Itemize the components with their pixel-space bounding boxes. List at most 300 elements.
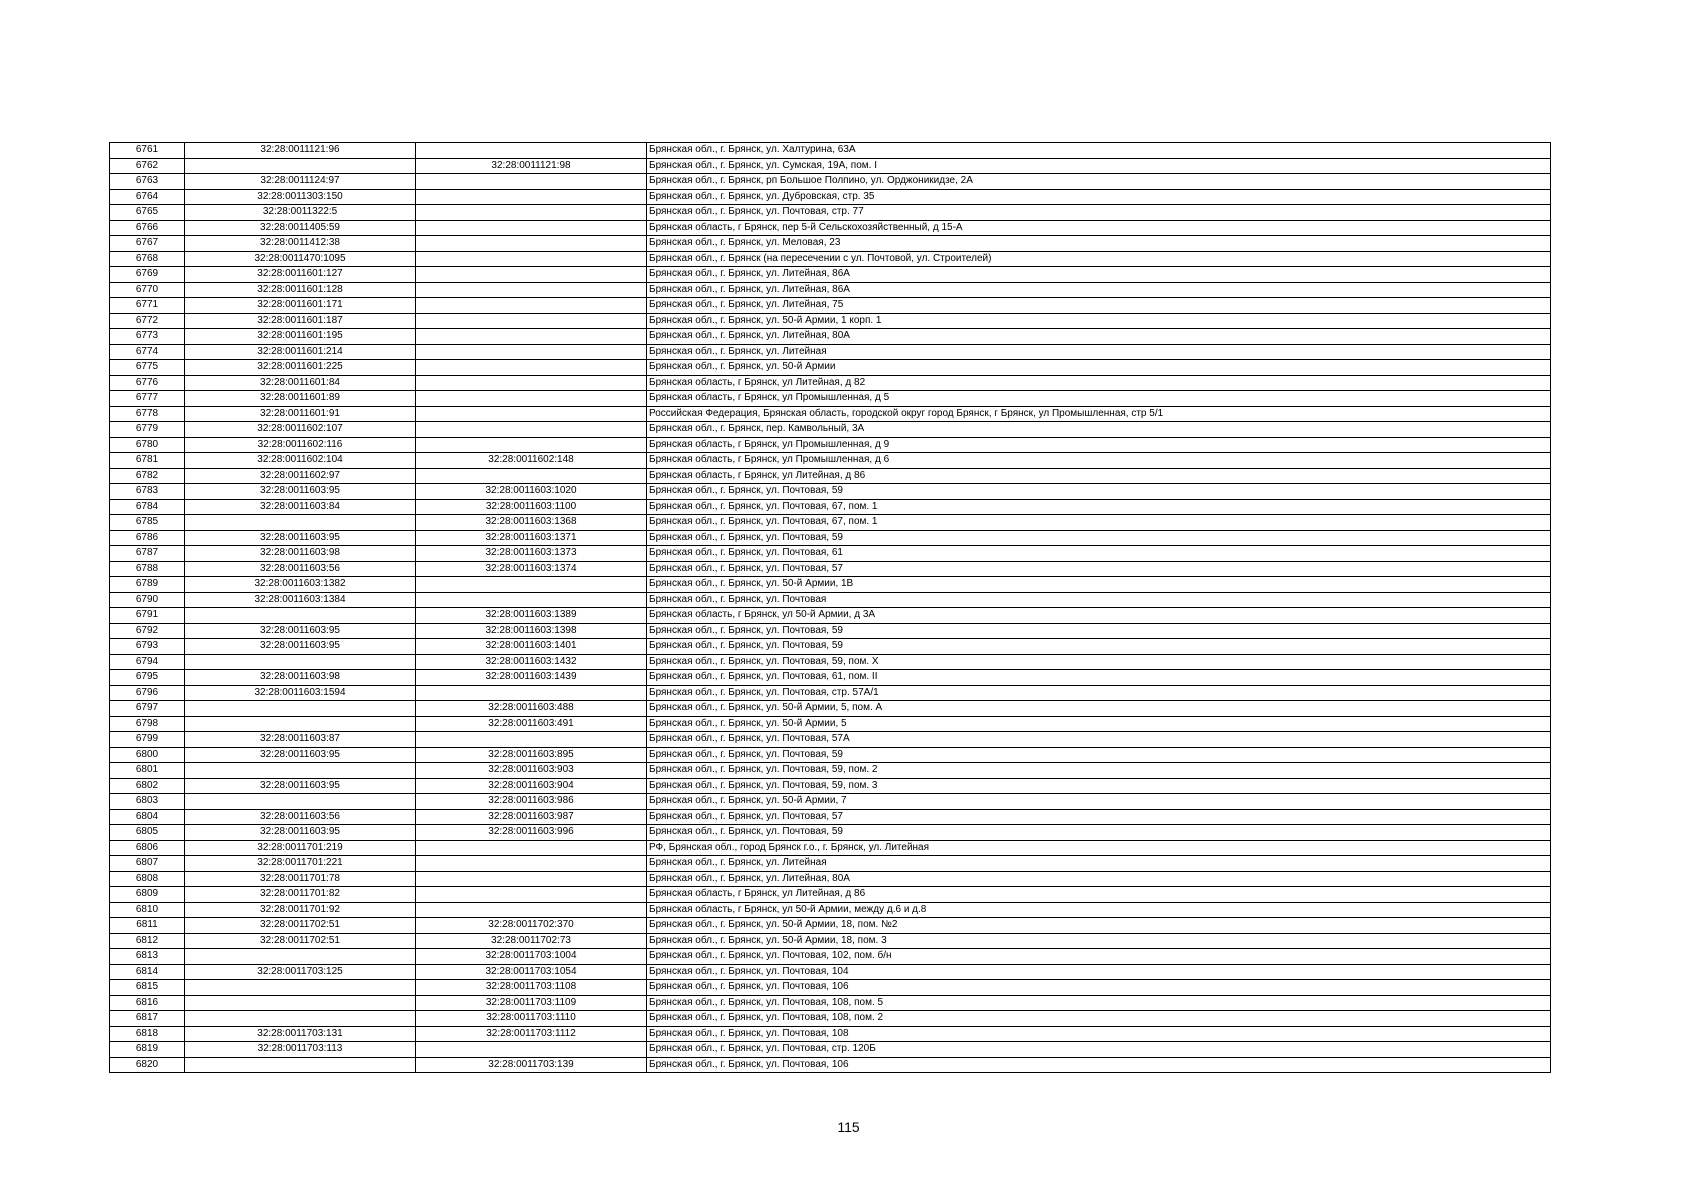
row-number-cell: 6774 <box>110 344 185 360</box>
cadastral-number-cell: 32:28:0011603:95 <box>185 778 416 794</box>
address-cell: Брянская обл., г. Брянск (на пересечении с ул. Почтовой, ул. Строителей) <box>647 251 1551 267</box>
address-cell: Брянская обл., г. Брянск, ул. 50-й Армии <box>647 360 1551 376</box>
table-row <box>110 1042 1551 1058</box>
table-row <box>110 158 1551 174</box>
table-row <box>110 670 1551 686</box>
address-cell: Брянская обл., г. Брянск, ул. Почтовая, 108, пом. 5 <box>647 995 1551 1011</box>
address-cell: Брянская обл., г. Брянск, ул. Халтурина, 63А <box>647 143 1551 159</box>
table-row <box>110 220 1551 236</box>
table-row <box>110 964 1551 980</box>
cadastral-number-cell: 32:28:0011602:107 <box>185 422 416 438</box>
address-cell: Брянская обл., г. Брянск, ул. 50-й Армии, 18, пом. 3 <box>647 933 1551 949</box>
address-cell: Брянская область, г Брянск, ул Литейная, д 82 <box>647 375 1551 391</box>
cadastral-number-2-cell: 32:28:0011702:370 <box>416 918 647 934</box>
cadastral-number-cell: 32:28:0011603:98 <box>185 546 416 562</box>
cadastral-number-cell: 32:28:0011603:87 <box>185 732 416 748</box>
row-number-cell: 6786 <box>110 530 185 546</box>
row-number-cell: 6790 <box>110 592 185 608</box>
table-row <box>110 871 1551 887</box>
cadastral-number-cell: 32:28:0011603:56 <box>185 561 416 577</box>
address-cell: Брянская область, г Брянск, пер 5-й Сельскохозяйственный, д 15-А <box>647 220 1551 236</box>
row-number-cell: 6775 <box>110 360 185 376</box>
table-row <box>110 685 1551 701</box>
cadastral-number-2-cell: 32:28:0011603:1100 <box>416 499 647 515</box>
table-row <box>110 995 1551 1011</box>
address-cell: Брянская обл., г. Брянск, ул. Почтовая, 57 <box>647 561 1551 577</box>
cadastral-number-2-cell: 32:28:0011703:1110 <box>416 1011 647 1027</box>
address-cell: Брянская обл., г. Брянск, ул. Почтовая, 57 <box>647 809 1551 825</box>
table-row <box>110 577 1551 593</box>
address-cell: Брянская обл., г. Брянск, ул. 50-й Армии, 1В <box>647 577 1551 593</box>
cadastral-number-cell: 32:28:0011703:113 <box>185 1042 416 1058</box>
address-cell: Брянская обл., г. Брянск, ул. Почтовая, 67, пом. 1 <box>647 515 1551 531</box>
table-row <box>110 391 1551 407</box>
cadastral-number-cell: 32:28:0011602:104 <box>185 453 416 469</box>
address-cell: Брянская область, г Брянск, ул Промышленная, д 6 <box>647 453 1551 469</box>
table-row <box>110 933 1551 949</box>
cadastral-number-cell: 32:28:0011602:116 <box>185 437 416 453</box>
cadastral-number-2-cell <box>416 189 647 205</box>
table-row <box>110 375 1551 391</box>
cadastral-number-cell: 32:28:0011603:56 <box>185 809 416 825</box>
row-number-cell: 6805 <box>110 825 185 841</box>
cadastral-number-cell: 32:28:0011470:1095 <box>185 251 416 267</box>
address-cell: Брянская обл., г. Брянск, ул. Почтовая, 59 <box>647 484 1551 500</box>
address-cell: Брянская обл., г. Брянск, ул. 50-й Армии, 7 <box>647 794 1551 810</box>
row-number-cell: 6797 <box>110 701 185 717</box>
row-number-cell: 6783 <box>110 484 185 500</box>
cadastral-number-cell: 32:28:0011601:225 <box>185 360 416 376</box>
address-cell: Брянская обл., г. Брянск, ул. Почтовая, 59 <box>647 623 1551 639</box>
address-cell: Брянская обл., г. Брянск, ул. Литейная <box>647 344 1551 360</box>
cadastral-number-cell <box>185 608 416 624</box>
row-number-cell: 6793 <box>110 639 185 655</box>
cadastral-number-cell: 32:28:0011121:96 <box>185 143 416 159</box>
address-cell: Брянская обл., г. Брянск, ул. Почтовая, 108 <box>647 1026 1551 1042</box>
cadastral-number-2-cell <box>416 267 647 283</box>
table-row <box>110 530 1551 546</box>
address-cell: Брянская обл., г. Брянск, ул. 50-й Армии, 1 корп. 1 <box>647 313 1551 329</box>
cadastral-number-2-cell <box>416 856 647 872</box>
cadastral-number-cell <box>185 701 416 717</box>
cadastral-number-cell: 32:28:0011702:51 <box>185 933 416 949</box>
table-row <box>110 236 1551 252</box>
address-cell: Брянская обл., г. Брянск, рп Большое Полпино, ул. Орджоникидзе, 2А <box>647 174 1551 190</box>
cadastral-number-2-cell: 32:28:0011703:1054 <box>416 964 647 980</box>
cadastral-number-2-cell <box>416 143 647 159</box>
row-number-cell: 6776 <box>110 375 185 391</box>
row-number-cell: 6800 <box>110 747 185 763</box>
cadastral-number-cell: 32:28:0011602:97 <box>185 468 416 484</box>
table-row <box>110 484 1551 500</box>
table-row <box>110 251 1551 267</box>
address-cell: Брянская область, г Брянск, ул Литейная, д 86 <box>647 468 1551 484</box>
row-number-cell: 6802 <box>110 778 185 794</box>
cadastral-number-2-cell: 32:28:0011603:1432 <box>416 654 647 670</box>
address-cell: Брянская обл., г. Брянск, ул. Почтовая, 102, пом. б/н <box>647 949 1551 965</box>
page-number: 115 <box>837 1119 860 1135</box>
cadastral-number-2-cell: 32:28:0011703:1108 <box>416 980 647 996</box>
address-cell: Брянская обл., г. Брянск, ул. 50-й Армии, 5 <box>647 716 1551 732</box>
cadastral-number-cell: 32:28:0011601:91 <box>185 406 416 422</box>
cadastral-number-2-cell <box>416 313 647 329</box>
cadastral-number-2-cell: 32:28:0011603:1389 <box>416 608 647 624</box>
table-row <box>110 437 1551 453</box>
table-row <box>110 763 1551 779</box>
table-row <box>110 809 1551 825</box>
cadastral-number-2-cell: 32:28:0011703:1109 <box>416 995 647 1011</box>
cadastral-number-cell: 32:28:0011603:98 <box>185 670 416 686</box>
address-cell: Брянская обл., г. Брянск, ул. Литейная, 86А <box>647 282 1551 298</box>
table-row <box>110 778 1551 794</box>
address-cell: Брянская обл., г. Брянск, ул. Почтовая, 59, пом. 2 <box>647 763 1551 779</box>
row-number-cell: 6816 <box>110 995 185 1011</box>
row-number-cell: 6806 <box>110 840 185 856</box>
row-number-cell: 6813 <box>110 949 185 965</box>
cadastral-number-2-cell <box>416 1042 647 1058</box>
cadastral-number-2-cell: 32:28:0011603:987 <box>416 809 647 825</box>
table-row <box>110 856 1551 872</box>
cadastral-number-2-cell: 32:28:0011703:1112 <box>416 1026 647 1042</box>
row-number-cell: 6809 <box>110 887 185 903</box>
row-number-cell: 6807 <box>110 856 185 872</box>
address-cell: Брянская обл., г. Брянск, ул. 50-й Армии, 5, пом. А <box>647 701 1551 717</box>
row-number-cell: 6784 <box>110 499 185 515</box>
address-cell: Брянская обл., г. Брянск, ул. Литейная, 86А <box>647 267 1551 283</box>
row-number-cell: 6782 <box>110 468 185 484</box>
cadastral-number-cell <box>185 1011 416 1027</box>
cadastral-number-2-cell <box>416 592 647 608</box>
address-cell: Брянская обл., г. Брянск, ул. Литейная, 80А <box>647 329 1551 345</box>
cadastral-number-2-cell: 32:28:0011121:98 <box>416 158 647 174</box>
address-cell: РФ, Брянская обл., город Брянск г.о., г. Брянск, ул. Литейная <box>647 840 1551 856</box>
address-cell: Брянская обл., г. Брянск, ул. Почтовая, стр. 77 <box>647 205 1551 221</box>
cadastral-number-2-cell: 32:28:0011603:1439 <box>416 670 647 686</box>
address-cell: Брянская обл., г. Брянск, ул. Почтовая, 67, пом. 1 <box>647 499 1551 515</box>
cadastral-number-2-cell: 32:28:0011602:148 <box>416 453 647 469</box>
row-number-cell: 6765 <box>110 205 185 221</box>
cadastral-number-2-cell: 32:28:0011603:903 <box>416 763 647 779</box>
row-number-cell: 6801 <box>110 763 185 779</box>
address-cell: Брянская обл., г. Брянск, ул. Почтовая <box>647 592 1551 608</box>
cadastral-number-cell: 32:28:0011603:95 <box>185 747 416 763</box>
cadastral-number-2-cell <box>416 360 647 376</box>
row-number-cell: 6819 <box>110 1042 185 1058</box>
cadastral-number-cell: 32:28:0011603:1384 <box>185 592 416 608</box>
table-row <box>110 1026 1551 1042</box>
table-row <box>110 143 1551 159</box>
cadastral-number-cell <box>185 158 416 174</box>
cadastral-number-2-cell <box>416 391 647 407</box>
cadastral-number-2-cell <box>416 468 647 484</box>
table-row <box>110 298 1551 314</box>
cadastral-number-2-cell: 32:28:0011603:996 <box>416 825 647 841</box>
table-row <box>110 282 1551 298</box>
cadastral-number-cell <box>185 995 416 1011</box>
row-number-cell: 6811 <box>110 918 185 934</box>
table-row <box>110 825 1551 841</box>
cadastral-number-cell: 32:28:0011405:59 <box>185 220 416 236</box>
row-number-cell: 6795 <box>110 670 185 686</box>
row-number-cell: 6767 <box>110 236 185 252</box>
cadastral-number-cell: 32:28:0011601:127 <box>185 267 416 283</box>
table-row <box>110 980 1551 996</box>
row-number-cell: 6761 <box>110 143 185 159</box>
row-number-cell: 6763 <box>110 174 185 190</box>
row-number-cell: 6817 <box>110 1011 185 1027</box>
address-cell: Брянская обл., г. Брянск, ул. Почтовая, 104 <box>647 964 1551 980</box>
cadastral-number-cell: 32:28:0011701:92 <box>185 902 416 918</box>
cadastral-number-2-cell <box>416 437 647 453</box>
table-row <box>110 422 1551 438</box>
cadastral-number-2-cell <box>416 298 647 314</box>
row-number-cell: 6796 <box>110 685 185 701</box>
registry-table-body <box>110 143 1551 1073</box>
table-row <box>110 701 1551 717</box>
cadastral-number-2-cell <box>416 422 647 438</box>
cadastral-number-2-cell <box>416 732 647 748</box>
cadastral-number-cell <box>185 1057 416 1073</box>
row-number-cell: 6773 <box>110 329 185 345</box>
cadastral-number-cell: 32:28:0011601:214 <box>185 344 416 360</box>
row-number-cell: 6770 <box>110 282 185 298</box>
address-cell: Брянская обл., г. Брянск, ул. Почтовая, стр. 120Б <box>647 1042 1551 1058</box>
table-row <box>110 747 1551 763</box>
address-cell: Брянская обл., г. Брянск, ул. Почтовая, 61, пом. II <box>647 670 1551 686</box>
table-row <box>110 313 1551 329</box>
cadastral-number-2-cell <box>416 236 647 252</box>
cadastral-number-2-cell: 32:28:0011703:1004 <box>416 949 647 965</box>
cadastral-number-cell: 32:28:0011603:1594 <box>185 685 416 701</box>
cadastral-number-2-cell <box>416 902 647 918</box>
cadastral-number-2-cell <box>416 282 647 298</box>
cadastral-number-2-cell: 32:28:0011603:1374 <box>416 561 647 577</box>
address-cell: Брянская обл., г. Брянск, ул. Дубровская, стр. 35 <box>647 189 1551 205</box>
cadastral-number-2-cell: 32:28:0011603:1368 <box>416 515 647 531</box>
cadastral-number-cell: 32:28:0011701:78 <box>185 871 416 887</box>
cadastral-number-2-cell <box>416 251 647 267</box>
cadastral-number-cell <box>185 794 416 810</box>
cadastral-number-cell: 32:28:0011601:171 <box>185 298 416 314</box>
cadastral-number-2-cell <box>416 840 647 856</box>
table-row <box>110 794 1551 810</box>
address-cell: Брянская обл., г. Брянск, ул. Почтовая, 57А <box>647 732 1551 748</box>
address-cell: Брянская область, г Брянск, ул 50-й Армии, д 3А <box>647 608 1551 624</box>
row-number-cell: 6815 <box>110 980 185 996</box>
address-cell: Брянская обл., г. Брянск, ул. Почтовая, 106 <box>647 980 1551 996</box>
cadastral-number-cell: 32:28:0011601:89 <box>185 391 416 407</box>
cadastral-number-cell: 32:28:0011703:131 <box>185 1026 416 1042</box>
cadastral-number-cell: 32:28:0011701:221 <box>185 856 416 872</box>
row-number-cell: 6812 <box>110 933 185 949</box>
table-row <box>110 902 1551 918</box>
cadastral-number-2-cell: 32:28:0011603:904 <box>416 778 647 794</box>
address-cell: Брянская обл., г. Брянск, ул. Почтовая, 108, пом. 2 <box>647 1011 1551 1027</box>
cadastral-number-2-cell <box>416 871 647 887</box>
cadastral-number-2-cell <box>416 406 647 422</box>
table-row <box>110 592 1551 608</box>
address-cell: Брянская обл., г. Брянск, ул. Сумская, 19А, пом. I <box>647 158 1551 174</box>
table-row <box>110 189 1551 205</box>
address-cell: Брянская область, г Брянск, ул Промышленная, д 5 <box>647 391 1551 407</box>
row-number-cell: 6781 <box>110 453 185 469</box>
address-cell: Брянская область, г Брянск, ул 50-й Армии, между д.6 и д.8 <box>647 902 1551 918</box>
table-row <box>110 546 1551 562</box>
table-row <box>110 453 1551 469</box>
table-row <box>110 608 1551 624</box>
row-number-cell: 6820 <box>110 1057 185 1073</box>
address-cell: Брянская обл., г. Брянск, ул. Почтовая, 59 <box>647 747 1551 763</box>
table-row <box>110 174 1551 190</box>
cadastral-number-2-cell: 32:28:0011702:73 <box>416 933 647 949</box>
table-row <box>110 949 1551 965</box>
address-cell: Брянская обл., г. Брянск, ул. Почтовая, 106 <box>647 1057 1551 1073</box>
table-row <box>110 205 1551 221</box>
cadastral-number-2-cell: 32:28:0011603:895 <box>416 747 647 763</box>
cadastral-number-2-cell: 32:28:0011703:139 <box>416 1057 647 1073</box>
cadastral-number-cell: 32:28:0011601:187 <box>185 313 416 329</box>
table-row <box>110 344 1551 360</box>
cadastral-number-cell: 32:28:0011412:38 <box>185 236 416 252</box>
cadastral-number-cell: 32:28:0011303:150 <box>185 189 416 205</box>
table-row <box>110 918 1551 934</box>
table-row <box>110 887 1551 903</box>
table-row <box>110 515 1551 531</box>
address-cell: Брянская область, г Брянск, ул Литейная, д 86 <box>647 887 1551 903</box>
cadastral-number-cell <box>185 763 416 779</box>
address-cell: Брянская обл., г. Брянск, ул. Литейная <box>647 856 1551 872</box>
address-cell: Брянская обл., г. Брянск, ул. Почтовая, стр. 57А/1 <box>647 685 1551 701</box>
cadastral-number-cell: 32:28:0011701:82 <box>185 887 416 903</box>
cadastral-number-2-cell <box>416 220 647 236</box>
row-number-cell: 6778 <box>110 406 185 422</box>
cadastral-number-2-cell <box>416 375 647 391</box>
address-cell: Брянская обл., г. Брянск, ул. Почтовая, 59 <box>647 639 1551 655</box>
registry-table <box>109 142 1551 1073</box>
cadastral-number-2-cell: 32:28:0011603:1401 <box>416 639 647 655</box>
row-number-cell: 6808 <box>110 871 185 887</box>
address-cell: Брянская обл., г. Брянск, ул. Литейная, 80А <box>647 871 1551 887</box>
row-number-cell: 6785 <box>110 515 185 531</box>
row-number-cell: 6791 <box>110 608 185 624</box>
table-row <box>110 840 1551 856</box>
table-row <box>110 468 1551 484</box>
row-number-cell: 6818 <box>110 1026 185 1042</box>
address-cell: Брянская обл., г. Брянск, ул. Литейная, 75 <box>647 298 1551 314</box>
cadastral-number-2-cell: 32:28:0011603:488 <box>416 701 647 717</box>
cadastral-number-cell: 32:28:0011603:1382 <box>185 577 416 593</box>
cadastral-number-2-cell <box>416 329 647 345</box>
row-number-cell: 6787 <box>110 546 185 562</box>
cadastral-number-cell <box>185 949 416 965</box>
cadastral-number-2-cell <box>416 174 647 190</box>
address-cell: Брянская обл., г. Брянск, ул. Меловая, 23 <box>647 236 1551 252</box>
cadastral-number-2-cell <box>416 685 647 701</box>
table-row <box>110 561 1551 577</box>
table-row <box>110 654 1551 670</box>
cadastral-number-cell: 32:28:0011603:95 <box>185 530 416 546</box>
cadastral-number-2-cell <box>416 577 647 593</box>
row-number-cell: 6798 <box>110 716 185 732</box>
address-cell: Брянская область, г Брянск, ул Промышленная, д 9 <box>647 437 1551 453</box>
cadastral-number-cell: 32:28:0011603:95 <box>185 825 416 841</box>
row-number-cell: 6803 <box>110 794 185 810</box>
cadastral-number-cell: 32:28:0011601:195 <box>185 329 416 345</box>
row-number-cell: 6788 <box>110 561 185 577</box>
cadastral-number-cell: 32:28:0011603:95 <box>185 639 416 655</box>
cadastral-number-cell <box>185 515 416 531</box>
address-cell: Брянская обл., г. Брянск, пер. Камвольный, 3А <box>647 422 1551 438</box>
cadastral-number-2-cell: 32:28:0011603:986 <box>416 794 647 810</box>
address-cell: Брянская обл., г. Брянск, ул. Почтовая, 59 <box>647 825 1551 841</box>
row-number-cell: 6762 <box>110 158 185 174</box>
cadastral-number-cell: 32:28:0011603:95 <box>185 623 416 639</box>
row-number-cell: 6799 <box>110 732 185 748</box>
row-number-cell: 6769 <box>110 267 185 283</box>
cadastral-number-2-cell: 32:28:0011603:1373 <box>416 546 647 562</box>
table-row <box>110 1011 1551 1027</box>
cadastral-number-cell: 32:28:0011701:219 <box>185 840 416 856</box>
table-row <box>110 716 1551 732</box>
address-cell: Российская Федерация, Брянская область, городской округ город Брянск, г Брянск, ул Промышленная, стр 5/1 <box>647 406 1551 422</box>
cadastral-number-2-cell: 32:28:0011603:491 <box>416 716 647 732</box>
cadastral-number-cell: 32:28:0011601:84 <box>185 375 416 391</box>
row-number-cell: 6768 <box>110 251 185 267</box>
cadastral-number-cell: 32:28:0011703:125 <box>185 964 416 980</box>
cadastral-number-cell: 32:28:0011601:128 <box>185 282 416 298</box>
cadastral-number-cell <box>185 980 416 996</box>
row-number-cell: 6766 <box>110 220 185 236</box>
table-row <box>110 623 1551 639</box>
row-number-cell: 6779 <box>110 422 185 438</box>
cadastral-number-cell: 32:28:0011603:84 <box>185 499 416 515</box>
cadastral-number-2-cell <box>416 887 647 903</box>
row-number-cell: 6810 <box>110 902 185 918</box>
table-row <box>110 406 1551 422</box>
cadastral-number-cell: 32:28:0011603:95 <box>185 484 416 500</box>
address-cell: Брянская обл., г. Брянск, ул. Почтовая, 59 <box>647 530 1551 546</box>
table-row <box>110 732 1551 748</box>
cadastral-number-2-cell: 32:28:0011603:1020 <box>416 484 647 500</box>
cadastral-number-cell: 32:28:0011702:51 <box>185 918 416 934</box>
cadastral-number-cell <box>185 654 416 670</box>
table-row <box>110 267 1551 283</box>
row-number-cell: 6804 <box>110 809 185 825</box>
address-cell: Брянская обл., г. Брянск, ул. Почтовая, 61 <box>647 546 1551 562</box>
row-number-cell: 6780 <box>110 437 185 453</box>
table-row <box>110 329 1551 345</box>
cadastral-number-cell: 32:28:0011322:5 <box>185 205 416 221</box>
row-number-cell: 6764 <box>110 189 185 205</box>
row-number-cell: 6772 <box>110 313 185 329</box>
cadastral-number-2-cell <box>416 205 647 221</box>
row-number-cell: 6771 <box>110 298 185 314</box>
cadastral-number-2-cell <box>416 344 647 360</box>
row-number-cell: 6777 <box>110 391 185 407</box>
address-cell: Брянская обл., г. Брянск, ул. 50-й Армии, 18, пом. №2 <box>647 918 1551 934</box>
row-number-cell: 6814 <box>110 964 185 980</box>
cadastral-number-2-cell: 32:28:0011603:1371 <box>416 530 647 546</box>
table-row <box>110 499 1551 515</box>
table-row <box>110 1057 1551 1073</box>
cadastral-number-2-cell: 32:28:0011603:1398 <box>416 623 647 639</box>
cadastral-number-cell <box>185 716 416 732</box>
row-number-cell: 6792 <box>110 623 185 639</box>
address-cell: Брянская обл., г. Брянск, ул. Почтовая, 59, пом. 3 <box>647 778 1551 794</box>
cadastral-number-cell: 32:28:0011124:97 <box>185 174 416 190</box>
table-row <box>110 639 1551 655</box>
table-row <box>110 360 1551 376</box>
